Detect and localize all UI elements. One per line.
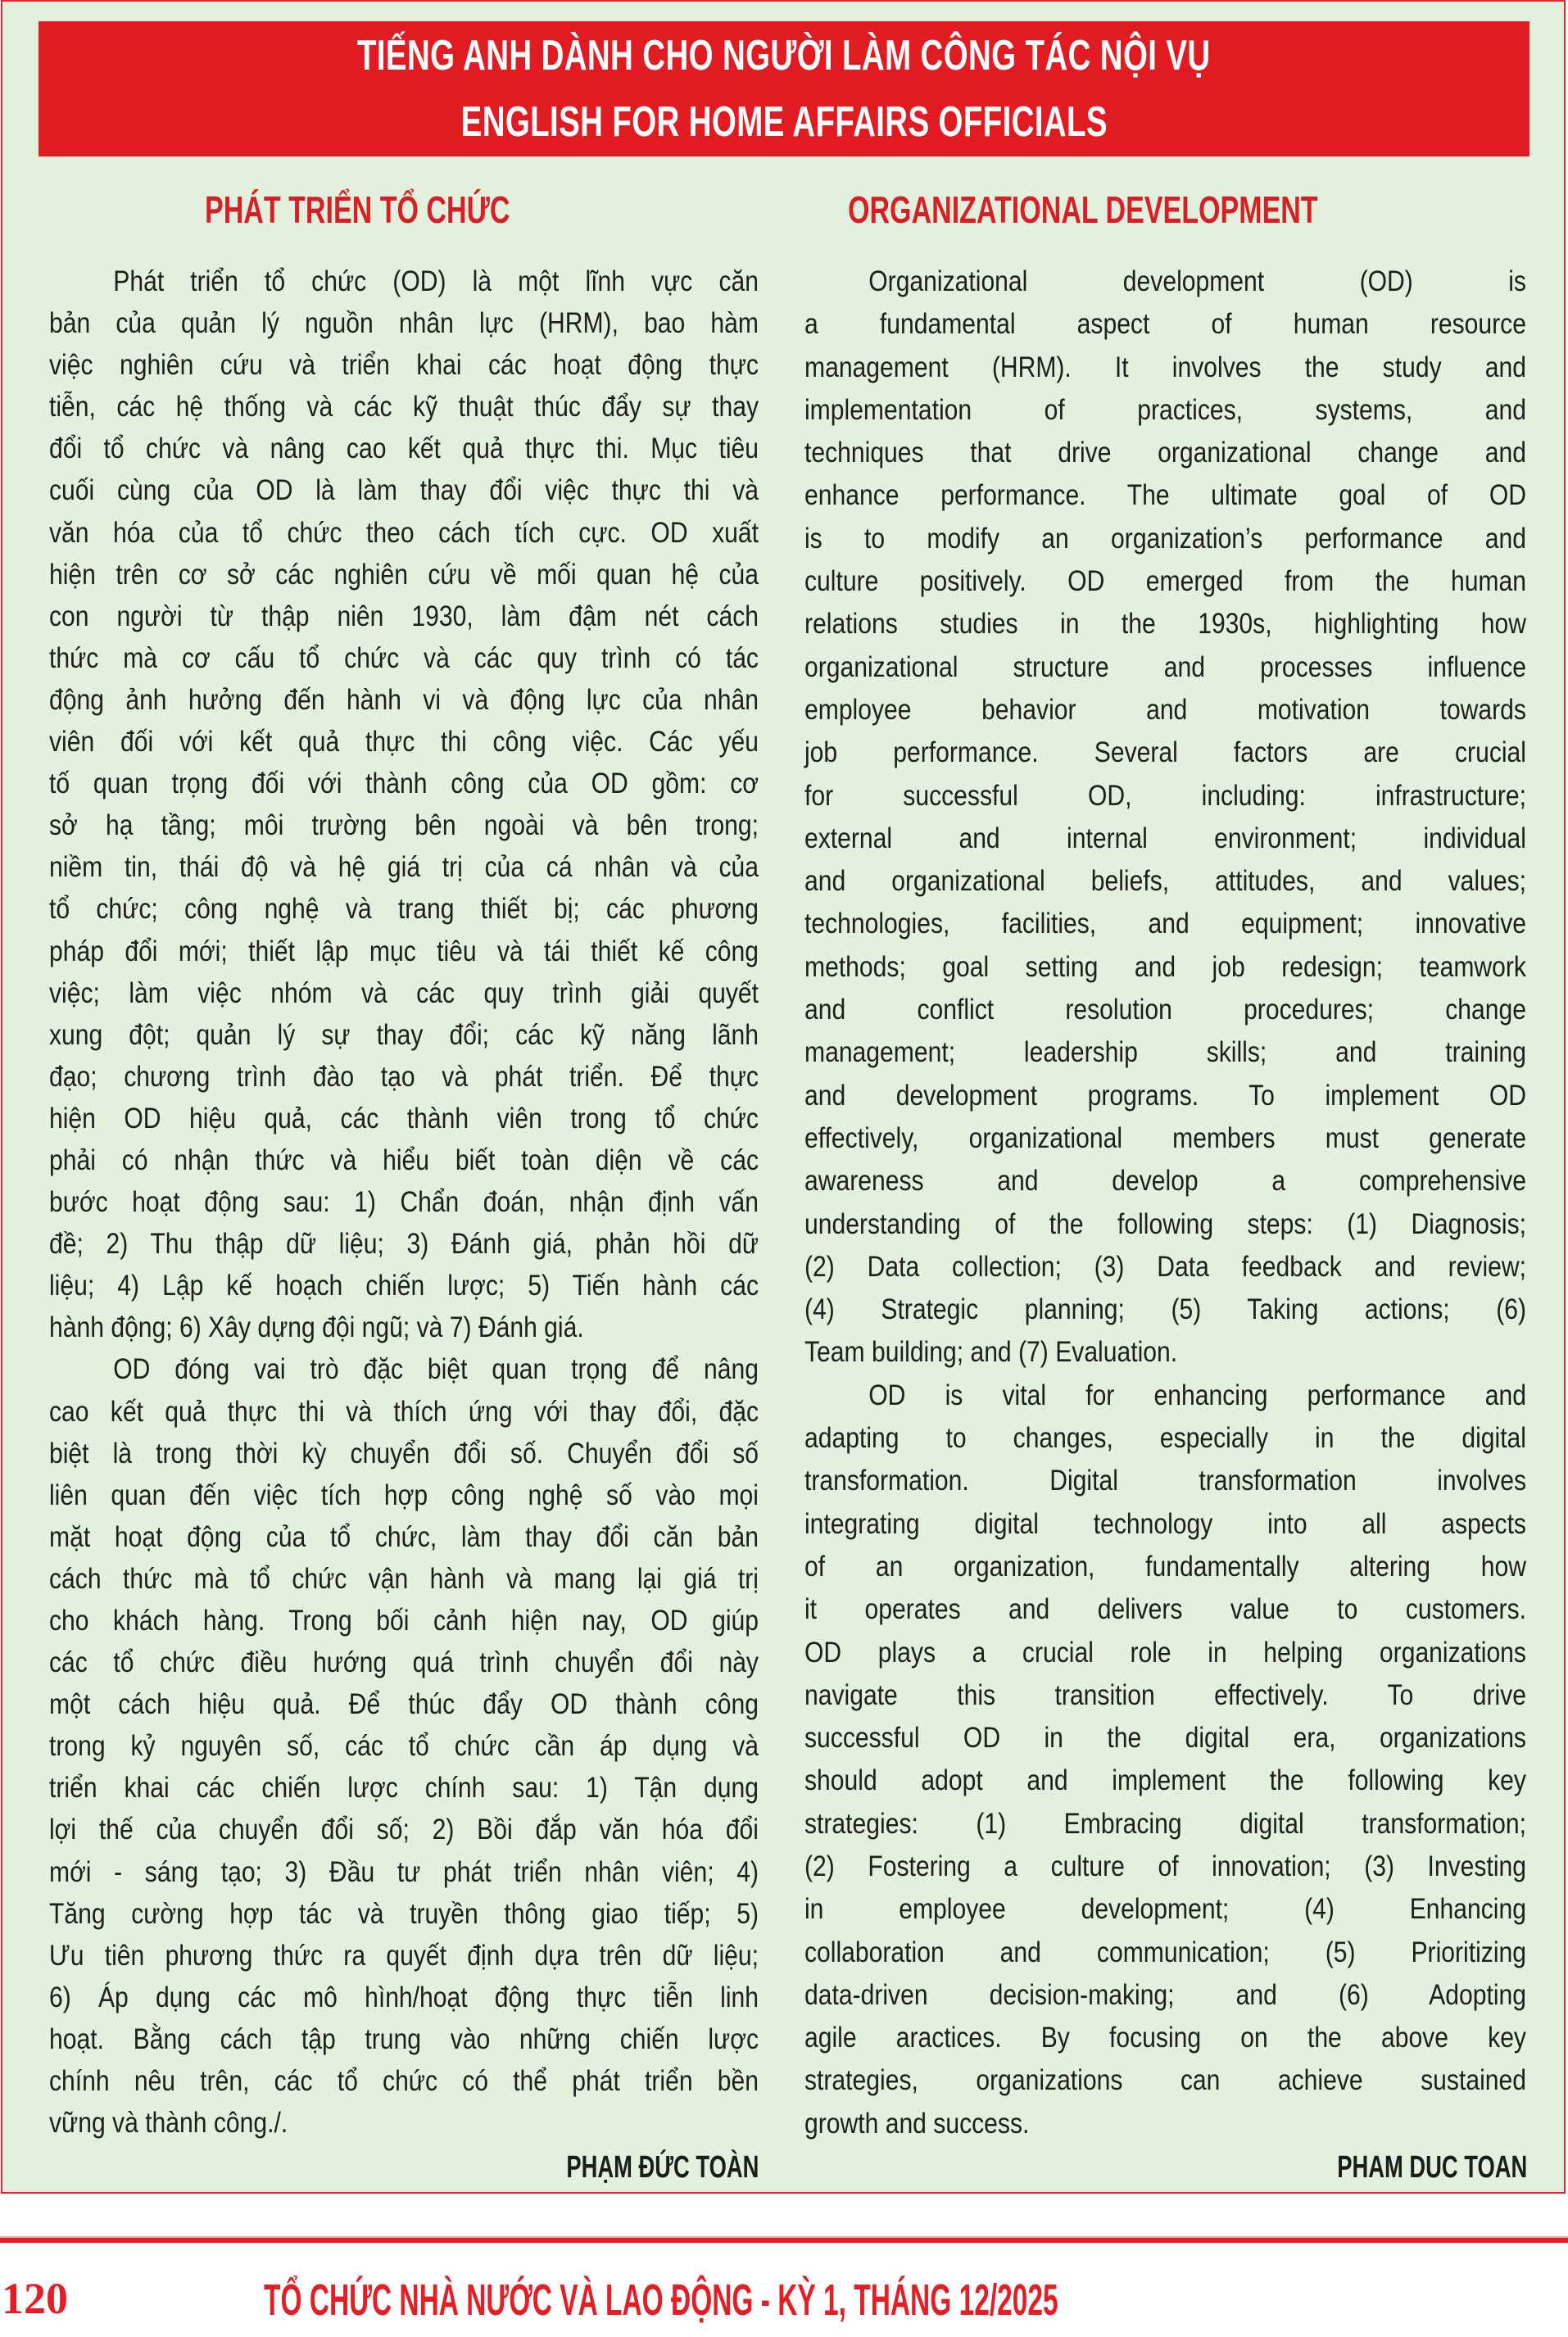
text-line-content: chính nêu trên, các tổ chức có thể phát triển bền xyxy=(49,2065,759,2098)
text-line-content: culture positively. OD emerged from the human xyxy=(804,565,1526,598)
text-line xyxy=(49,721,759,763)
text-line-content: cao kết quả thực thi và thích ứng với thay đổi, đặc xyxy=(49,1395,759,1428)
text-line xyxy=(804,989,1526,1031)
text-line-content: bản của quản lý nguồn nhân lực (HRM), bao hàm xyxy=(49,307,759,340)
text-line xyxy=(804,560,1526,603)
text-line-content: liệu; 4) Lập kế hoạch chiến lược; 5) Tiến hành các xyxy=(49,1270,759,1302)
text-line xyxy=(49,1600,759,1642)
text-line xyxy=(804,346,1526,389)
text-line-content: cho khách hàng. Trong bối cảnh hiện nay, OD giúp xyxy=(49,1605,759,1637)
text-line xyxy=(804,1974,1526,2017)
text-line-content: Phát triển tổ chức (OD) là một lĩnh vực căn xyxy=(113,265,759,297)
text-line-content: it operates and delivers value to customers. xyxy=(804,1593,1526,1626)
text-line-content: OD plays a crucial role in helping organizations xyxy=(804,1636,1526,1669)
text-line-content: techniques that drive organizational change and xyxy=(804,437,1526,469)
text-line-content: successful OD in the digital era, organizations xyxy=(804,1722,1526,1755)
text-line-content: tiễn, các hệ thống và các kỹ thuật thúc đẩy sự thay xyxy=(49,391,759,423)
text-line-content: (2) Fostering a culture of innovation; (3) Investing xyxy=(804,1850,1526,1882)
text-line-content: niềm tin, thái độ và hệ giá trị của cá nhân và của xyxy=(49,851,759,884)
text-line-content: OD is vital for enhancing performance and xyxy=(868,1379,1526,1411)
text-line xyxy=(804,1888,1526,1931)
text-line xyxy=(49,596,759,637)
author-vietnamese: PHẠM ĐỨC TOÀN xyxy=(565,2150,759,2185)
text-line xyxy=(49,1181,759,1223)
text-line-content: of an organization, fundamentally altering how xyxy=(804,1550,1526,1583)
text-line xyxy=(804,1289,1526,1331)
text-line-content: hiện OD hiệu quả, các thành viên trong tổ chức xyxy=(49,1102,759,1135)
text-line-content: (2) Data collection; (3) Data feedback and review; xyxy=(804,1250,1526,1283)
text-line-content: mặt hoạt động của tổ chức, làm thay đổi căn bản xyxy=(49,1520,759,1553)
text-line-content: employee behavior and motivation towards xyxy=(804,693,1526,726)
text-line xyxy=(804,2103,1526,2145)
text-line xyxy=(49,554,759,596)
text-line xyxy=(804,817,1526,860)
text-line-content: tổ chức; công nghệ và trang thiết bị; các phương xyxy=(49,893,759,926)
text-line xyxy=(804,860,1526,903)
text-line xyxy=(804,474,1526,517)
text-line-content: hoạt. Bằng cách tập trung vào những chiến lược xyxy=(49,2022,759,2055)
text-line xyxy=(804,1246,1526,1289)
text-line xyxy=(804,303,1526,346)
text-line-content: đề; 2) Thu thập dữ liệu; 3) Đánh giá, phản hồi dữ xyxy=(49,1228,759,1261)
text-line-content: and organizational beliefs, attitudes, and values; xyxy=(804,865,1526,898)
text-line-content: OD đóng vai trò đặc biệt quan trọng để nâng xyxy=(113,1353,759,1386)
text-line-content: transformation. Digital transformation involves xyxy=(804,1465,1526,1497)
text-line xyxy=(49,1139,759,1181)
text-line-content: tố quan trọng đối với thành công của OD gồm: cơ xyxy=(49,768,759,800)
text-line-content: management; leadership skills; and training xyxy=(804,1036,1526,1069)
text-line xyxy=(804,260,1526,303)
text-line-content: should adopt and implement the following key xyxy=(804,1764,1526,1797)
text-line-content: strategies, organizations can achieve sustained xyxy=(804,2064,1526,2097)
text-line-content: hành động; 6) Xây dựng đội ngũ; và 7) Đánh giá. xyxy=(49,1311,584,1344)
text-line xyxy=(49,1558,759,1600)
text-line-content: effectively, organizational members must generate xyxy=(804,1121,1526,1154)
text-line-content: một cách hiệu quả. Để thúc đẩy OD thành công xyxy=(49,1688,759,1721)
text-line xyxy=(49,1516,759,1558)
text-line xyxy=(804,731,1526,774)
text-line-content: (4) Strategic planning; (5) Taking actions; (6) xyxy=(804,1293,1526,1326)
text-line xyxy=(804,1760,1526,1802)
text-line xyxy=(49,679,759,721)
text-line xyxy=(49,469,759,511)
text-line xyxy=(49,804,759,846)
text-line xyxy=(49,1935,759,1977)
text-line-content: con người từ thập niên 1930, làm đậm nét cách xyxy=(49,600,759,632)
text-line-content: is to modify an organization’s performance and xyxy=(804,522,1526,555)
text-line xyxy=(804,1203,1526,1246)
text-line xyxy=(49,1893,759,1935)
text-line xyxy=(49,637,759,679)
text-line xyxy=(49,1223,759,1265)
text-line xyxy=(49,260,759,302)
text-line xyxy=(804,2017,1526,2059)
text-line-content: awareness and develop a comprehensive xyxy=(804,1165,1526,1198)
text-line-content: agile aractices. By focusing on the above key xyxy=(804,2022,1526,2054)
text-line xyxy=(804,1160,1526,1202)
text-line xyxy=(49,428,759,469)
text-line xyxy=(49,1433,759,1474)
text-line xyxy=(49,302,759,344)
text-line-content: technologies, facilities, and equipment; innovative xyxy=(804,908,1526,940)
text-line-content: understanding of the following steps: (1) Diagnosis; xyxy=(804,1207,1526,1240)
footer-divider xyxy=(0,2236,1568,2243)
english-column xyxy=(804,260,1526,2145)
text-line-content: bước hoạt động sau: 1) Chẩn đoán, nhận định vấn xyxy=(49,1186,759,1219)
text-line xyxy=(49,1851,759,1893)
text-line-content: văn hóa của tổ chức theo cách tích cực. OD xuất xyxy=(49,516,759,549)
text-line-content: cuối cùng của OD là làm thay đổi việc thực thi và xyxy=(49,474,759,507)
text-line-content: đạo; chương trình đào tạo và phát triển. Để thực xyxy=(49,1060,759,1093)
section-heading-vietnamese: PHÁT TRIỂN TỔ CHỨC xyxy=(205,188,510,231)
banner-title-english: ENGLISH FOR HOME AFFAIRS OFFICIALS xyxy=(460,98,1108,146)
text-line xyxy=(49,2018,759,2060)
author-english: PHAM DUC TOAN xyxy=(1336,2150,1527,2185)
text-line-content: Ưu tiên phương thức ra quyết định dựa trên dữ liệu; xyxy=(49,1939,759,1972)
text-line-content: đổi tổ chức và nâng cao kết quả thực thi. Mục tiêu xyxy=(49,433,759,465)
text-line-content: triển khai các chiến lược chính sau: 1) Tận dụng xyxy=(49,1772,759,1805)
text-line-content: and conflict resolution procedures; change xyxy=(804,994,1526,1026)
text-line xyxy=(49,1056,759,1098)
text-line-content: integrating digital technology into all aspects xyxy=(804,1507,1526,1540)
text-line xyxy=(804,1674,1526,1717)
text-line-content: động ảnh hưởng đến hành vi và động lực của nhân xyxy=(49,683,759,716)
text-line-content: Tăng cường hợp tác và truyền thông giao tiếp; 5) xyxy=(49,1897,759,1930)
text-line xyxy=(804,1075,1526,1117)
text-line-content: in employee development; (4) Enhancing xyxy=(804,1893,1526,1926)
text-line xyxy=(49,1391,759,1433)
text-line xyxy=(804,689,1526,731)
text-line-content: 6) Áp dụng các mô hình/hoạt động thực tiễn linh xyxy=(49,1981,759,2013)
text-line xyxy=(49,386,759,428)
text-line xyxy=(49,1977,759,2018)
text-line-content: collaboration and communication; (5) Prioritizing xyxy=(804,1936,1526,1968)
text-line xyxy=(804,1846,1526,1888)
text-line xyxy=(49,1014,759,1056)
text-line xyxy=(49,1809,759,1850)
text-line-content: Team building; and (7) Evaluation. xyxy=(804,1336,1178,1369)
text-line xyxy=(804,603,1526,645)
text-line-content: lợi thế của chuyển đổi số; 2) Bồi đắp văn hóa đổi xyxy=(49,1814,759,1846)
text-line-content: cách thức mà tổ chức vận hành và mang lại giá trị xyxy=(49,1562,759,1595)
text-line xyxy=(804,903,1526,945)
text-line xyxy=(804,1588,1526,1631)
text-line-content: vững và thành công./. xyxy=(49,2107,288,2140)
text-line-content: adapting to changes, especially in the digital xyxy=(804,1422,1526,1455)
text-line xyxy=(804,1117,1526,1160)
text-line xyxy=(804,1031,1526,1074)
text-line-content: external and internal environment; individual xyxy=(804,822,1526,854)
text-line xyxy=(804,2059,1526,2102)
text-line-content: việc nghiên cứu và triển khai các hoạt động thực xyxy=(49,349,759,382)
text-line-content: trong kỷ nguyên số, các tổ chức cần áp dụng và xyxy=(49,1730,759,1763)
text-line xyxy=(804,1932,1526,1974)
text-line-content: Organizational development (OD) is xyxy=(868,265,1526,297)
text-line-content: management (HRM). It involves the study and xyxy=(804,351,1526,383)
text-line xyxy=(804,775,1526,817)
text-line-content: phải có nhận thức và hiểu biết toàn diện về các xyxy=(49,1144,759,1176)
text-line-content: xung đột; quản lý sự thay đổi; các kỹ năng lãnh xyxy=(49,1018,759,1051)
text-line xyxy=(49,1642,759,1683)
text-line-content: hiện trên cơ sở các nghiên cứu về mối quan hệ của xyxy=(49,558,759,591)
text-line-content: viên đối với kết quả thực thi công việc. Các yếu xyxy=(49,726,759,759)
text-line-content: pháp đổi mới; thiết lập mục tiêu và tái thiết kế công xyxy=(49,935,759,967)
text-line-content: organizational structure and processes influence xyxy=(804,650,1526,683)
text-line-content: growth and success. xyxy=(804,2107,1030,2140)
text-line xyxy=(49,344,759,386)
text-line-content: and development programs. To implement OD xyxy=(804,1079,1526,1112)
section-heading-english: ORGANIZATIONAL DEVELOPMENT xyxy=(848,188,1318,231)
text-line xyxy=(49,1683,759,1725)
text-line-content: strategies: (1) Embracing digital transformation; xyxy=(804,1807,1526,1840)
text-line xyxy=(804,432,1526,474)
text-line xyxy=(49,1348,759,1390)
text-line xyxy=(49,2060,759,2102)
text-line-content: sở hạ tầng; môi trường bên ngoài và bên trong; xyxy=(49,809,759,842)
text-line-content: việc; làm việc nhóm và các quy trình giải quyết xyxy=(49,976,759,1009)
title-banner xyxy=(39,21,1529,156)
text-line xyxy=(804,1331,1526,1374)
text-line xyxy=(804,1803,1526,1846)
text-line xyxy=(804,1503,1526,1546)
text-line xyxy=(804,1417,1526,1460)
text-line xyxy=(49,1307,759,1348)
text-line xyxy=(49,1725,759,1767)
text-line xyxy=(804,1717,1526,1760)
text-line xyxy=(49,1474,759,1516)
text-line xyxy=(49,931,759,972)
text-line xyxy=(49,1265,759,1307)
text-line xyxy=(49,846,759,888)
page-number: 120 xyxy=(2,2274,68,2323)
text-line xyxy=(804,646,1526,689)
text-line xyxy=(49,1098,759,1139)
text-line xyxy=(804,1546,1526,1588)
text-line-content: relations studies in the 1930s, highlighting how xyxy=(804,608,1526,641)
text-line xyxy=(804,1375,1526,1417)
text-line-content: các tổ chức điều hướng quá trình chuyển đổi này xyxy=(49,1646,759,1679)
text-line xyxy=(804,389,1526,432)
text-line xyxy=(804,946,1526,989)
text-line-content: thức mà cơ cấu tổ chức và các quy trình có tác xyxy=(49,641,759,674)
text-line xyxy=(49,972,759,1014)
text-line-content: methods; goal setting and job redesign; teamwork xyxy=(804,950,1526,983)
text-line-content: job performance. Several factors are crucial xyxy=(804,736,1526,769)
text-line-content: data-driven decision-making; and (6) Adopting xyxy=(804,1978,1526,2011)
text-line-content: liên quan đến việc tích hợp công nghệ số vào mọi xyxy=(49,1479,759,1511)
vietnamese-column xyxy=(49,260,759,2144)
text-line xyxy=(49,1767,759,1809)
text-line-content: a fundamental aspect of human resource xyxy=(804,308,1526,341)
text-line xyxy=(804,1632,1526,1674)
text-line xyxy=(49,888,759,930)
text-line-content: implementation of practices, systems, and xyxy=(804,393,1526,426)
text-line-content: mới - sáng tạo; 3) Đầu tư phát triển nhân viên; 4) xyxy=(49,1855,759,1888)
text-line xyxy=(49,512,759,554)
publication-title: TỔ CHỨC NHÀ NƯỚC VÀ LAO ĐỘNG - KỲ 1, THÁNG 12/2025 xyxy=(264,2276,1058,2325)
text-line xyxy=(49,2102,759,2144)
text-line-content: for successful OD, including: infrastructure; xyxy=(804,779,1526,812)
banner-title-vietnamese: TIẾNG ANH DÀNH CHO NGƯỜI LÀM CÔNG TÁC NỘI VỤ xyxy=(357,32,1211,79)
text-line-content: navigate this transition effectively. To drive xyxy=(804,1678,1526,1711)
text-line-content: biệt là trong thời kỳ chuyển đổi số. Chuyển đổi số xyxy=(49,1437,759,1470)
text-line xyxy=(804,518,1526,560)
text-line-content: enhance performance. The ultimate goal of OD xyxy=(804,479,1526,512)
text-line xyxy=(49,763,759,804)
text-line xyxy=(804,1460,1526,1502)
